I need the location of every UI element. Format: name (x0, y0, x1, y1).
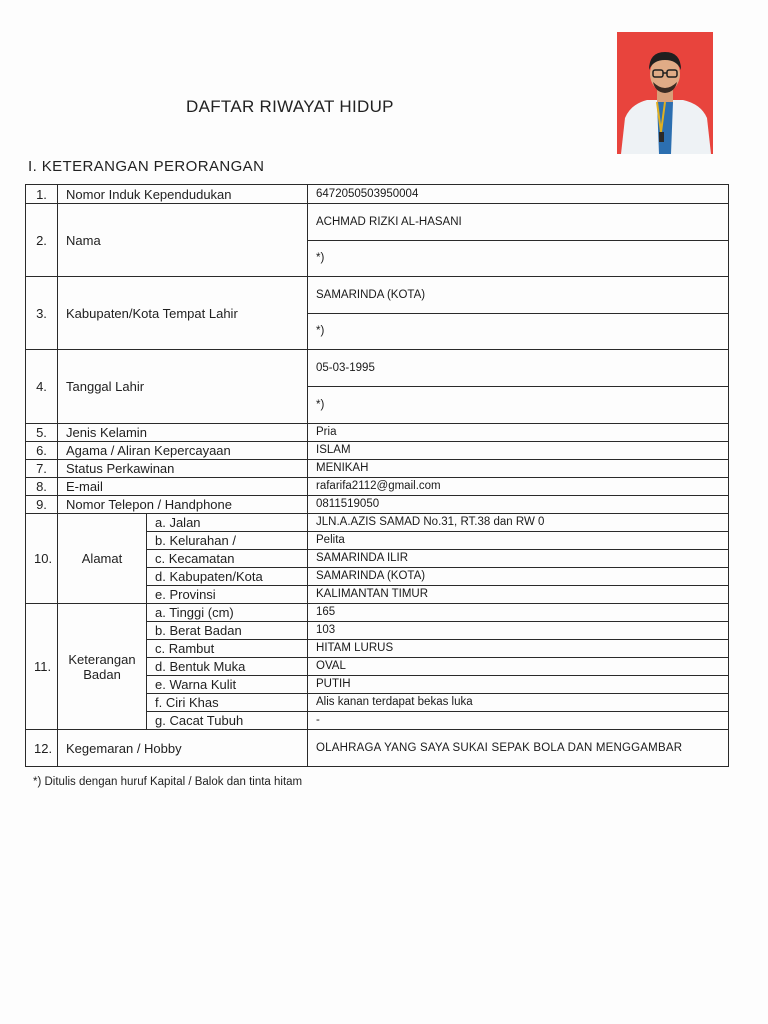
table-row (26, 730, 729, 767)
profile-photo (617, 32, 713, 154)
footnote: *) Ditulis dengan huruf Kapital / Balok dan tinta hitam (33, 776, 303, 788)
field-value-distinctive-mark: Alis kanan terdapat bekas luka (308, 694, 729, 712)
field-value-birthdate: 05-03-1995 (308, 350, 729, 387)
field-value-street: JLN.A.AZIS SAMAD No.31, RT.38 dan RW 0 (308, 514, 729, 532)
field-label-address: Alamat (58, 514, 147, 604)
field-value-email: rafarifa2112@gmail.com (308, 478, 729, 496)
sub-label-hair: c. Rambut (147, 640, 308, 658)
field-value-birthdate-note: *) (308, 387, 729, 424)
table-row (26, 478, 729, 496)
field-value-kecamatan: SAMARINDA ILIR (308, 550, 729, 568)
field-value-birthplace: SAMARINDA (KOTA) (308, 277, 729, 314)
row-number: 4. (26, 350, 58, 424)
row-number: 7. (26, 460, 58, 478)
field-value-birthplace-note: *) (308, 314, 729, 350)
field-value-kelurahan: Pelita (308, 532, 729, 550)
field-label-phone: Nomor Telepon / Handphone (58, 496, 308, 514)
row-number: 12. (26, 730, 58, 767)
sub-label-face-shape: d. Bentuk Muka (147, 658, 308, 676)
row-number: 1. (26, 185, 58, 204)
row-number: 5. (26, 424, 58, 442)
field-label-marital-status: Status Perkawinan (58, 460, 308, 478)
field-label-nik: Nomor Induk Kependudukan (58, 185, 308, 204)
table-row (26, 185, 729, 204)
row-number: 10. (26, 514, 58, 604)
field-value-hobby: OLAHRAGA YANG SAYA SUKAI SEPAK BOLA DAN MENGGAMBAR (308, 730, 729, 767)
field-value-gender: Pria (308, 424, 729, 442)
row-number: 8. (26, 478, 58, 496)
body-description-line2: Badan (83, 666, 121, 682)
sub-label-skin-color: e. Warna Kulit (147, 676, 308, 694)
sub-label-distinctive-mark: f. Ciri Khas (147, 694, 308, 712)
row-number: 6. (26, 442, 58, 460)
sub-label-disability: g. Cacat Tubuh (147, 712, 308, 730)
field-value-nik: 6472050503950004 (308, 185, 729, 204)
table-row (26, 460, 729, 478)
field-value-weight: 103 (308, 622, 729, 640)
portrait-image (617, 32, 713, 154)
field-label-gender: Jenis Kelamin (58, 424, 308, 442)
sub-label-kecamatan: c. Kecamatan (147, 550, 308, 568)
field-label-name: Nama (58, 204, 308, 277)
page-title: DAFTAR RIWAYAT HIDUP (186, 97, 394, 116)
field-label-religion: Agama / Aliran Kepercayaan (58, 442, 308, 460)
body-description-line1: Keterangan (68, 651, 136, 667)
table-row (26, 204, 729, 241)
table-row (26, 604, 729, 622)
field-label-birthplace: Kabupaten/Kota Tempat Lahir (58, 277, 308, 350)
field-value-face-shape: OVAL (308, 658, 729, 676)
section-title: I. KETERANGAN PERORANGAN (28, 158, 265, 175)
field-label-birthdate: Tanggal Lahir (58, 350, 308, 424)
field-value-name-note: *) (308, 241, 729, 277)
field-value-kabupaten: SAMARINDA (KOTA) (308, 568, 729, 586)
field-value-provinsi: KALIMANTAN TIMUR (308, 586, 729, 604)
table-row (26, 514, 729, 532)
table-row (26, 442, 729, 460)
field-value-phone: 0811519050 (308, 496, 729, 514)
sub-label-height: a. Tinggi (cm) (147, 604, 308, 622)
field-value-hair: HITAM LURUS (308, 640, 729, 658)
field-value-height: 165 (308, 604, 729, 622)
table-row (26, 350, 729, 387)
field-label-hobby: Kegemaran / Hobby (58, 730, 308, 767)
sub-label-street: a. Jalan (147, 514, 308, 532)
field-value-skin-color: PUTIH (308, 676, 729, 694)
field-value-religion: ISLAM (308, 442, 729, 460)
sub-label-provinsi: e. Provinsi (147, 586, 308, 604)
field-value-name: ACHMAD RIZKI AL-HASANI (308, 204, 729, 241)
personal-info-table (25, 184, 729, 767)
field-label-email: E-mail (58, 478, 308, 496)
field-value-disability: - (308, 712, 729, 730)
field-value-marital-status: MENIKAH (308, 460, 729, 478)
row-number: 11. (26, 604, 58, 730)
row-number: 9. (26, 496, 58, 514)
row-number: 3. (26, 277, 58, 350)
sub-label-kelurahan: b. Kelurahan / (147, 532, 308, 550)
table-row (26, 496, 729, 514)
sub-label-weight: b. Berat Badan (147, 622, 308, 640)
row-number: 2. (26, 204, 58, 277)
table-row (26, 277, 729, 314)
field-label-body-description (58, 604, 147, 730)
table-row (26, 424, 729, 442)
sub-label-kabupaten: d. Kabupaten/Kota (147, 568, 308, 586)
